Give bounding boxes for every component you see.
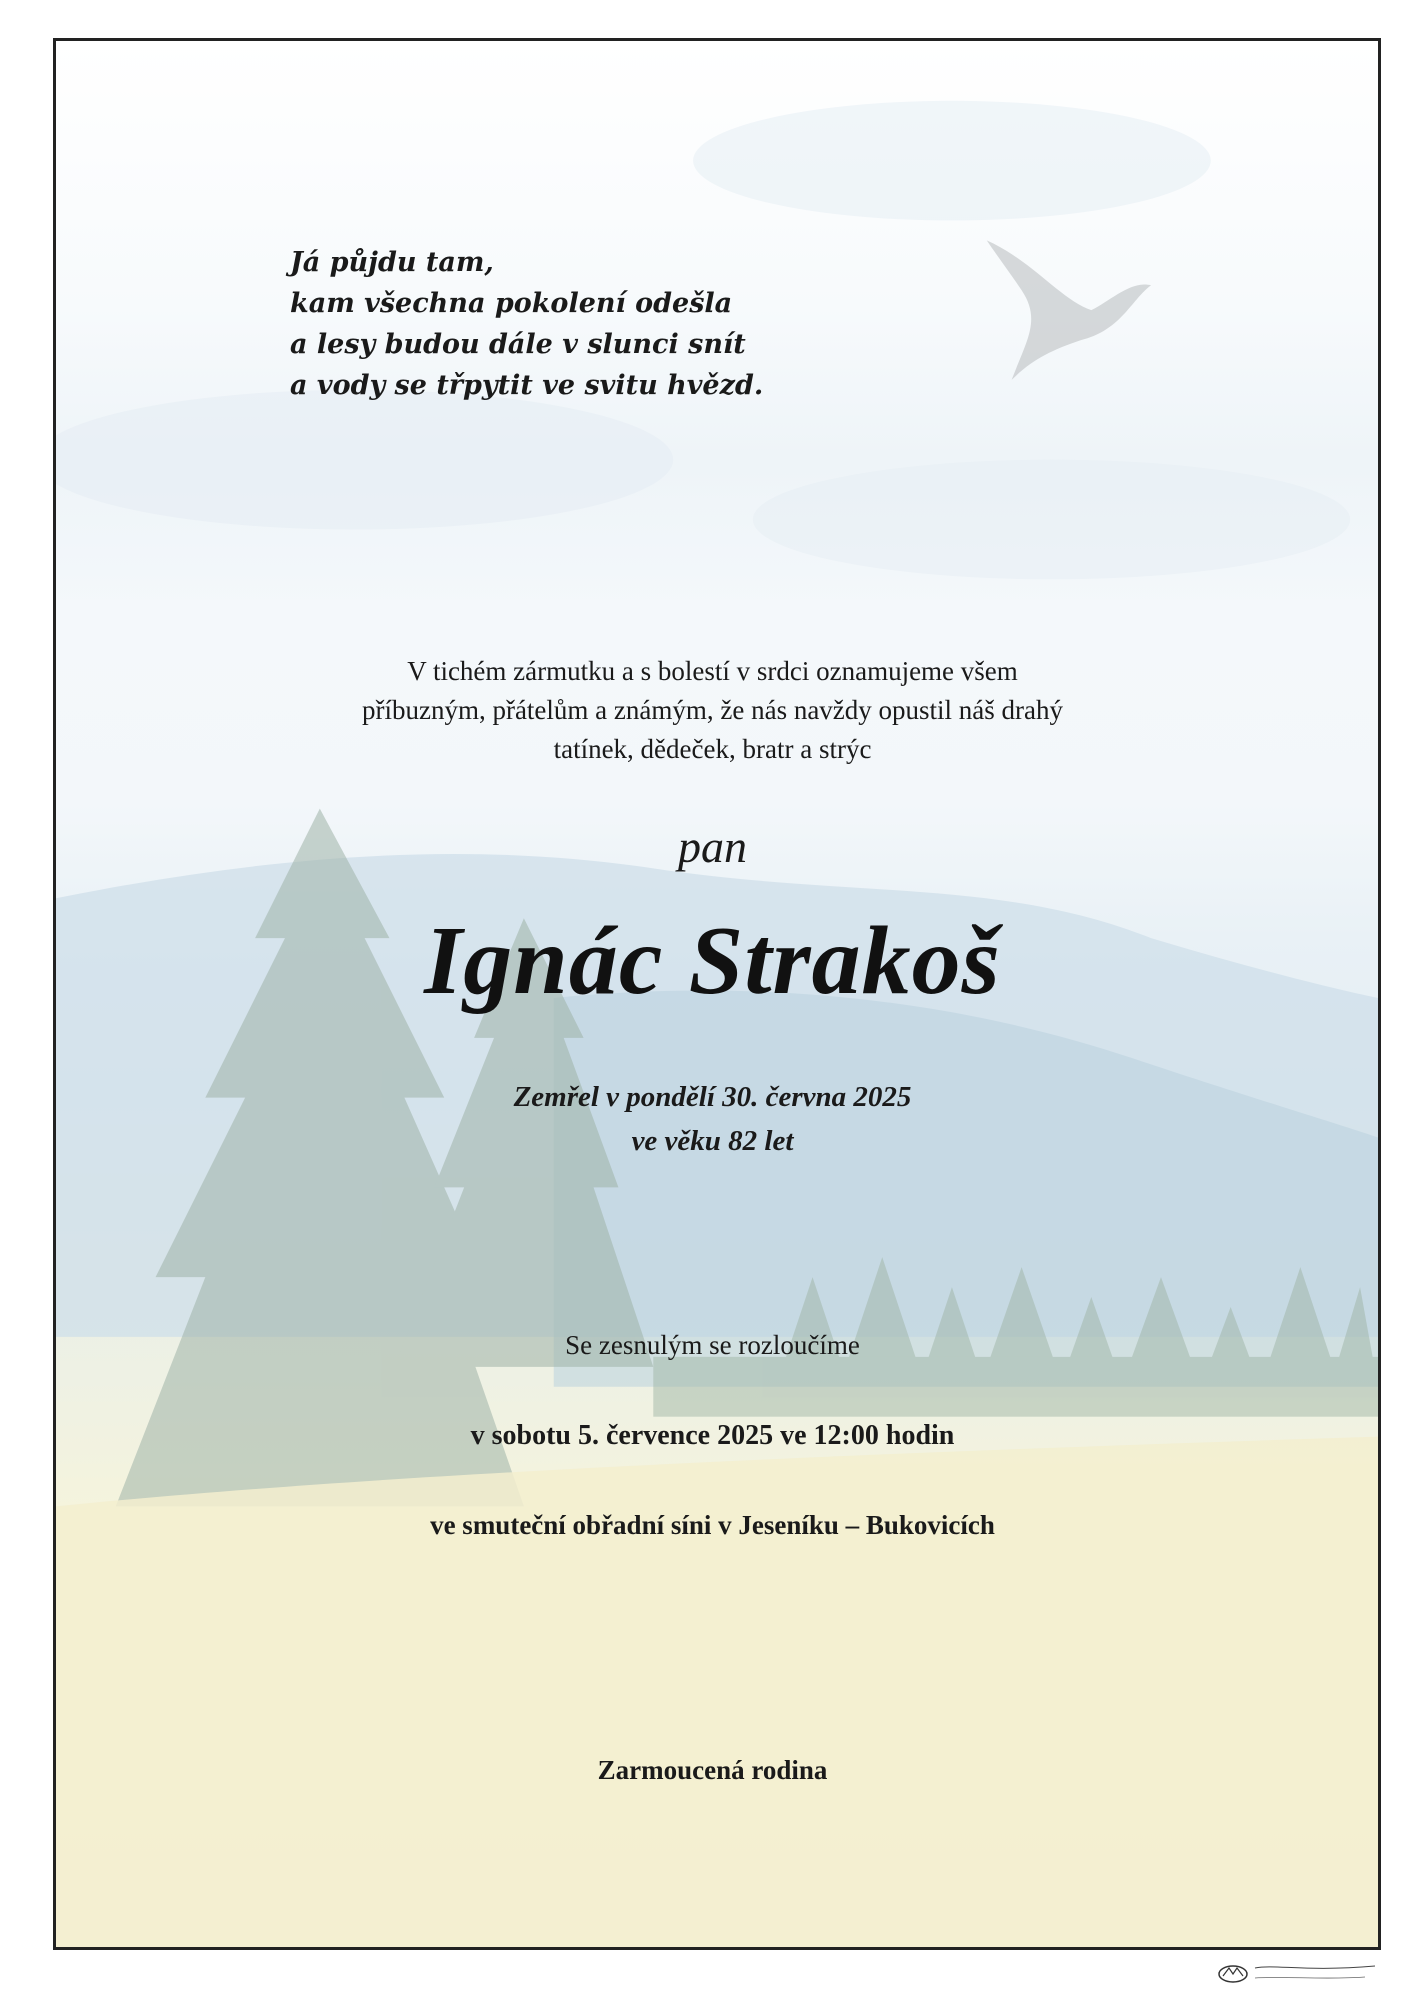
announcement-line: tatínek, dědeček, bratr a strýc: [553, 734, 872, 764]
poem: [290, 242, 763, 406]
deceased-title: pan: [678, 821, 747, 872]
death-info-line: Zemřel v pondělí 30. června 2025: [513, 1081, 912, 1113]
poem-line: kam všechna pokolení odešla: [290, 288, 733, 319]
announcement-line: V tichém zármutku a s bolestí v srdci oznamujeme všem: [407, 656, 1018, 686]
ceremony-place: ve smuteční obřadní síni v Jeseníku – Bukovicích: [430, 1510, 995, 1540]
death-info-line: ve věku 82 let: [631, 1125, 794, 1157]
ceremony-datetime: v sobotu 5. července 2025 ve 12:00 hodin: [470, 1420, 955, 1451]
announcement-line: příbuzným, přátelům a známým, že nás navždy opustil náš drahý: [361, 695, 1064, 725]
ceremony-intro: Se zesnulým se rozloučíme: [565, 1330, 860, 1360]
announcement: [0, 652, 1425, 769]
poem-line: a vody se třpytit ve svitu hvězd.: [290, 370, 764, 401]
signature: Zarmoucená rodina: [597, 1755, 828, 1785]
poem-line: Já půjdu tam,: [290, 247, 494, 278]
bird-shape: [987, 240, 1151, 380]
death-info: [0, 1075, 1425, 1163]
poem-line: a lesy budou dále v slunci snít: [290, 329, 746, 360]
funeral-service-logo-icon: [1215, 1958, 1385, 1988]
deceased-name: Ignác Strakoš: [424, 907, 1001, 1015]
